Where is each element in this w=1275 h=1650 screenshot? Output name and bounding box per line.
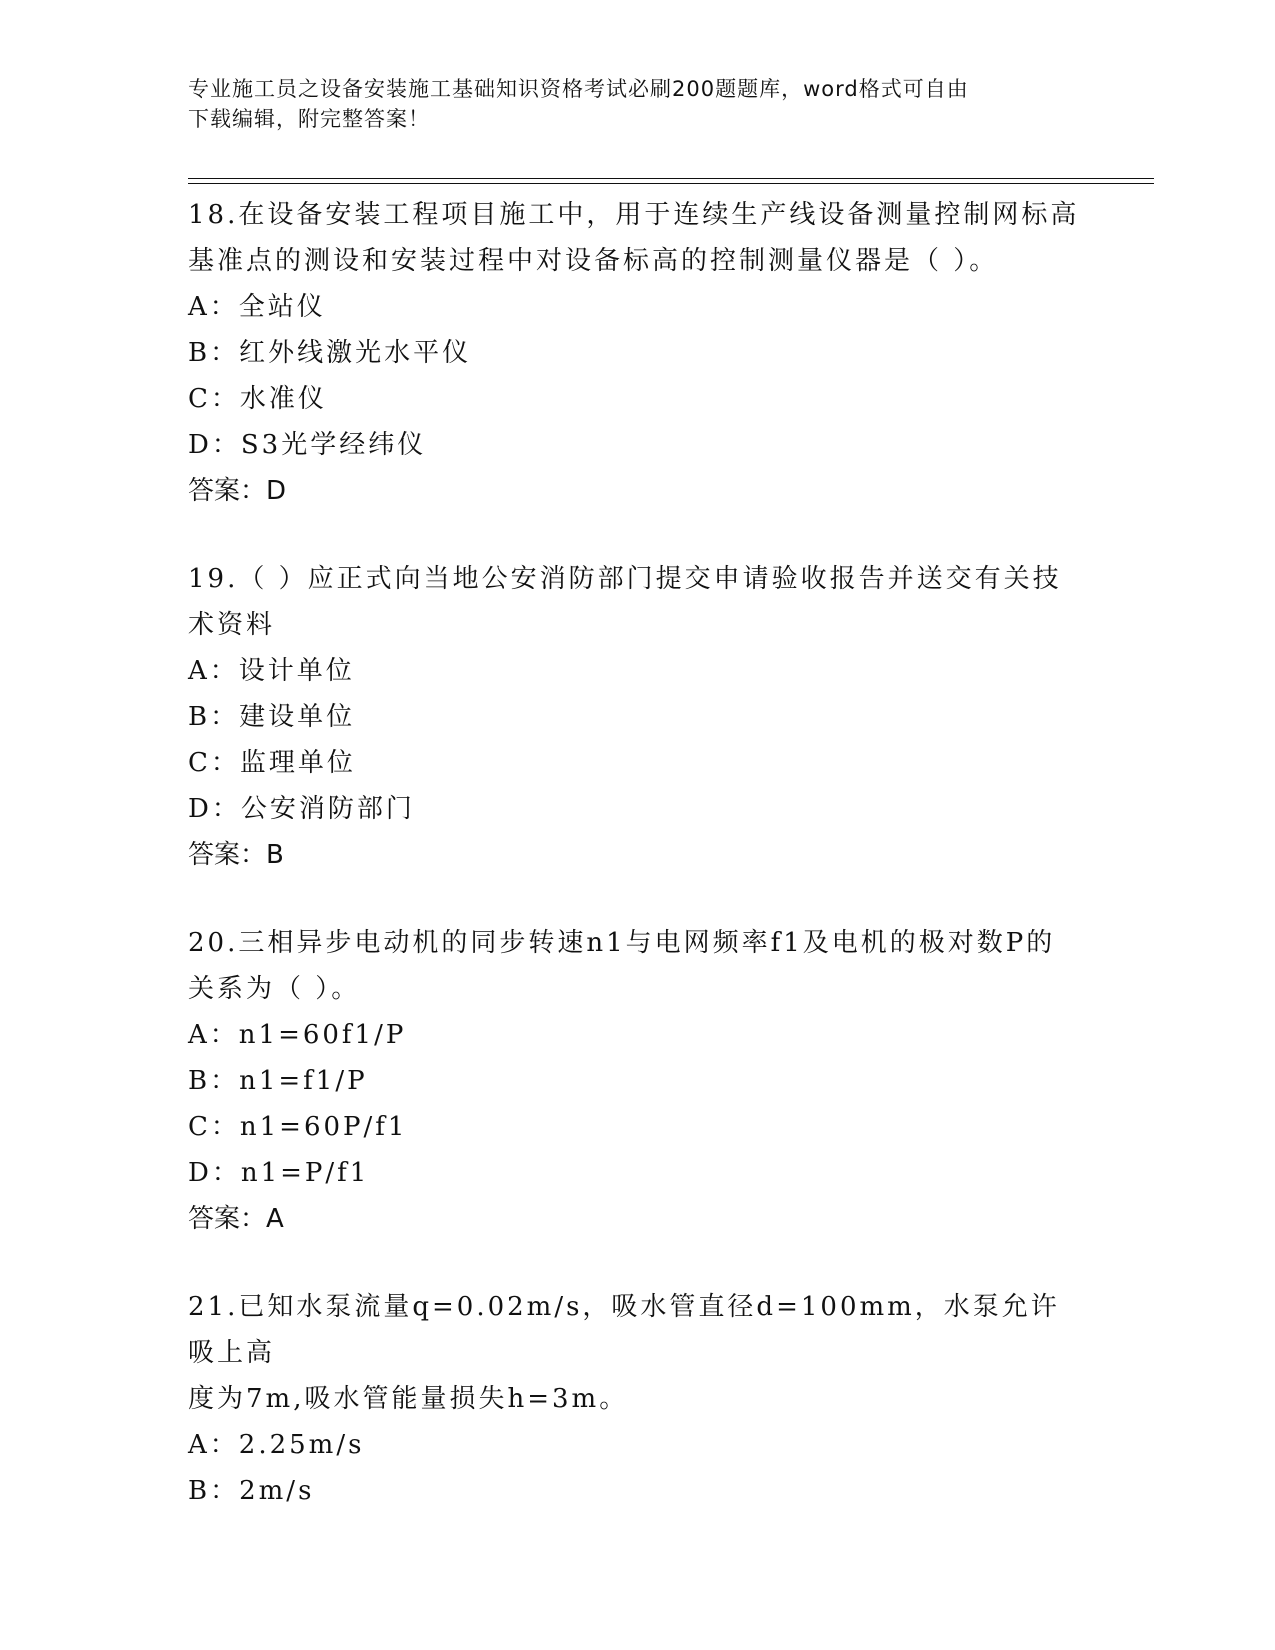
option-d: D：n1=P/f1 (188, 1158, 370, 1188)
answer-line: 答案：B (188, 840, 284, 870)
document-header (188, 74, 1068, 134)
option-a: A：2.25m/s (188, 1430, 365, 1460)
header-divider-bottom (188, 183, 1154, 184)
question-stem-line: 20.三相异步电动机的同步转速n1与电网频率f1及电机的极对数P的 (188, 928, 1056, 958)
option-d: D：公安消防部门 (188, 794, 415, 824)
question-stem-line: 18.在设备安装工程项目施工中，用于连续生产线设备测量控制网标高 (188, 200, 1080, 230)
option-c: C：水准仪 (188, 384, 327, 414)
answer-line: 答案：A (188, 1204, 284, 1234)
option-a: A：全站仪 (188, 292, 326, 322)
option-a: A：n1=60f1/P (188, 1020, 407, 1050)
option-b: B：红外线激光水平仪 (188, 338, 472, 368)
option-b: B：建设单位 (188, 702, 356, 732)
option-d: D：S3光学经纬仪 (188, 430, 427, 460)
option-b: B：n1=f1/P (188, 1066, 368, 1096)
question-18 (188, 192, 1088, 514)
question-21 (188, 1284, 1088, 1514)
header-divider-top (188, 178, 1154, 179)
option-c: C：监理单位 (188, 748, 356, 778)
question-stem-line: 基准点的测设和安装过程中对设备标高的控制测量仪器是（ ）。 (188, 246, 999, 276)
option-c: C：n1=60P/f1 (188, 1112, 408, 1142)
option-a: A：设计单位 (188, 656, 355, 686)
question-stem-line: 关系为（ ）。 (188, 974, 361, 1004)
option-b: B：2m/s (188, 1476, 315, 1506)
question-stem-line: 19.（ ）应正式向当地公安消防部门提交申请验收报告并送交有关技 (188, 564, 1062, 594)
header-line-2: 下载编辑，附完整答案！ (188, 107, 430, 131)
question-20 (188, 920, 1088, 1242)
question-stem-line: 度为7m,吸水管能量损失h=3m。 (188, 1384, 629, 1414)
answer-line: 答案：D (188, 476, 287, 506)
question-stem-line: 术资料 (188, 610, 276, 640)
header-line-1: 专业施工员之设备安装施工基础知识资格考试必刷200题题库，word格式可自由 (188, 77, 969, 101)
question-stem-line: 21.已知水泵流量q=0.02m/s，吸水管直径d=100mm，水泵允许吸上高 (188, 1292, 1060, 1368)
question-19 (188, 556, 1088, 878)
